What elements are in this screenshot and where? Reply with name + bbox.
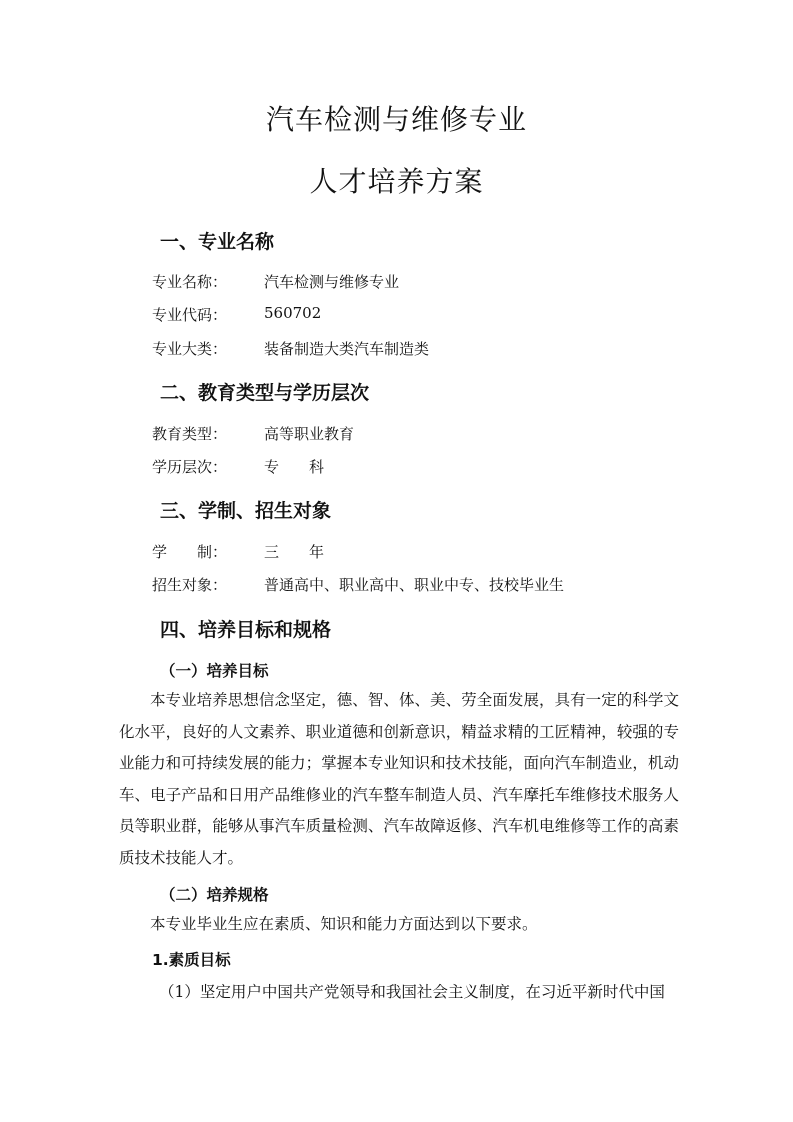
field-value: 汽车检测与维修专业 xyxy=(264,273,400,291)
field-label: 专业大类： xyxy=(152,340,228,358)
training-goal-paragraph: 本专业培养思想信念坚定，德、智、体、美、劳全面发展，具有一定的科学文化水平，良好的人文素养、职业道德和创新意识，精益求精的工匠精神，较强的专业能力和可持续发展的能力；掌握本专业知识和技术技能，面向汽车制造业，机动车、电子产品和日用产品维修业的汽车整车制造人员、汽车摩托车维修技术服务人员等职业群，能够从事汽车质量检测、汽车故障返修、汽车机电维修等工作的高素质技术技能人才。 xyxy=(119,691,679,867)
field-value: 专 科 xyxy=(264,458,325,476)
field-value: 普通高中、职业高中、职业中专、技校毕业生 xyxy=(264,576,565,594)
field-value: 560702 xyxy=(264,304,322,322)
field-label: 学 制： xyxy=(152,543,228,561)
subsection-training-spec-heading: （二）培养规格 xyxy=(160,886,269,904)
field-value: 三 年 xyxy=(264,543,325,561)
field-label: 专业名称： xyxy=(152,273,228,291)
section1-heading: 一、专业名称 xyxy=(160,231,275,253)
field-label: 专业代码： xyxy=(152,306,228,324)
section2-heading: 二、教育类型与学历层次 xyxy=(160,382,370,404)
training-spec-text: 本专业毕业生应在素质、知识和能力方面达到以下要求。 xyxy=(150,915,538,933)
field-label: 招生对象： xyxy=(152,576,228,594)
section3-heading: 三、学制、招生对象 xyxy=(160,500,332,522)
quality-goal-item1-text: （1）坚定用户中国共产党领导和我国社会主义制度，在习近平新时代中国 xyxy=(159,983,665,1001)
document-title-line2: 人才培养方案 xyxy=(309,165,484,198)
quality-goal-heading: 1.素质目标 xyxy=(152,951,231,969)
field-label: 教育类型： xyxy=(152,425,228,443)
field-value: 高等职业教育 xyxy=(264,425,355,443)
field-label: 学历层次： xyxy=(152,458,228,476)
section4-heading: 四、培养目标和规格 xyxy=(160,619,332,641)
field-value: 装备制造大类汽车制造类 xyxy=(264,340,430,358)
document-title-line1: 汽车检测与维修专业 xyxy=(265,103,527,136)
subsection-training-goal-heading: （一）培养目标 xyxy=(160,662,269,680)
